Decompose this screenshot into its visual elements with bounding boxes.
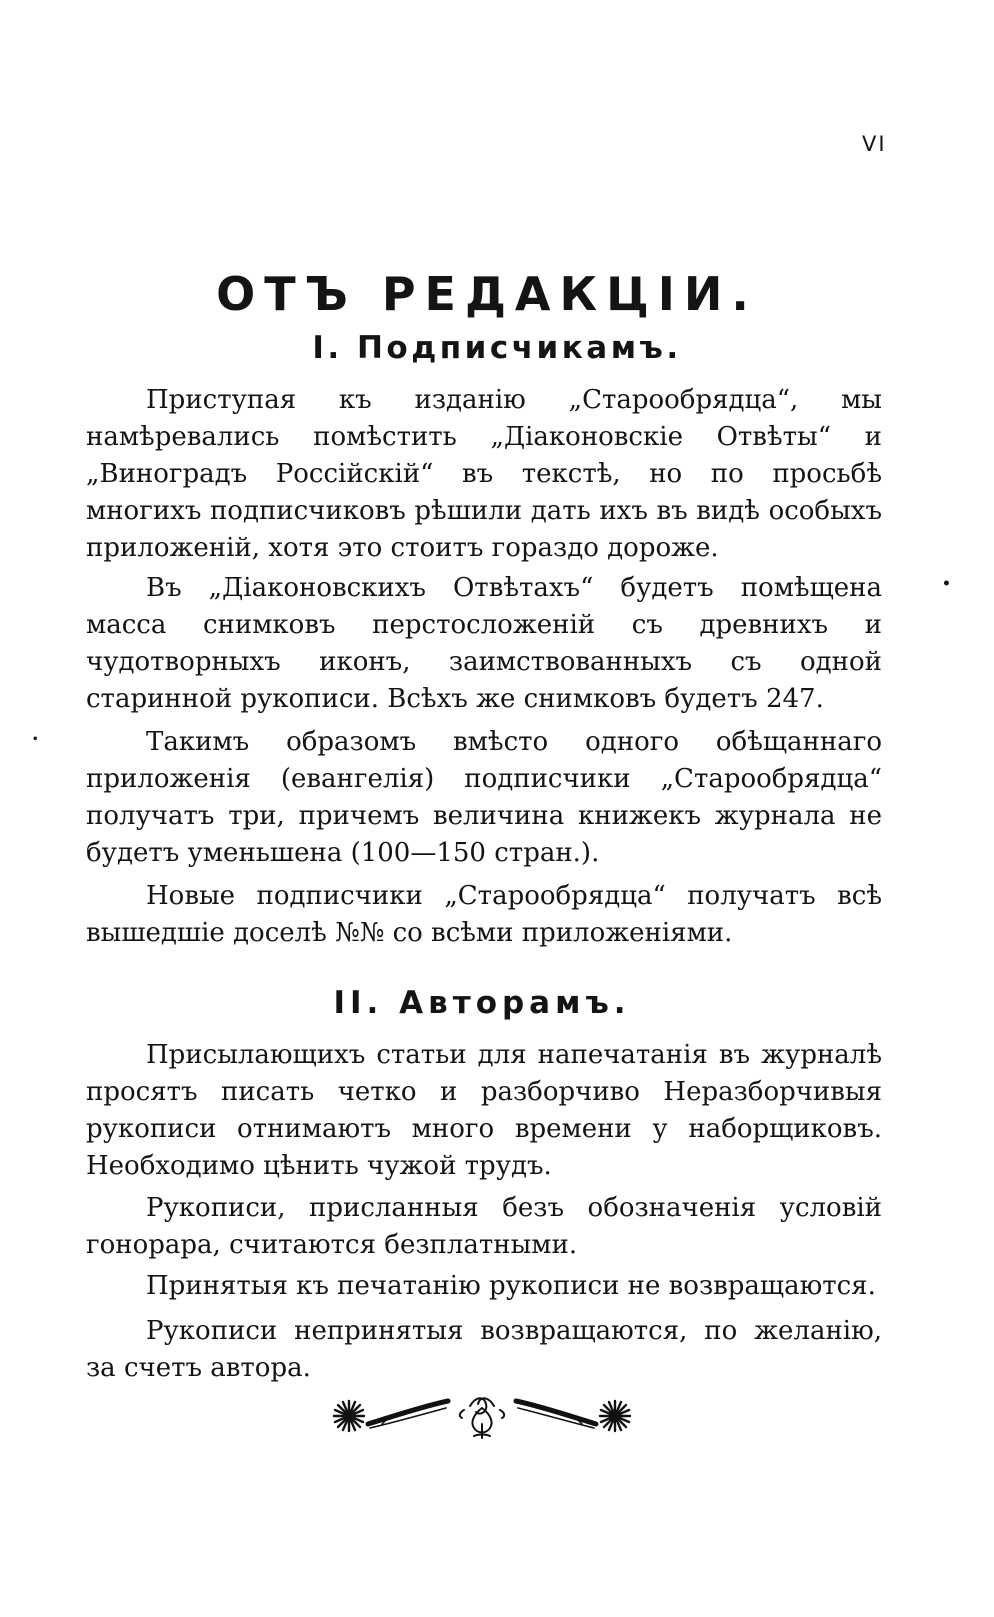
margin-dot: • [942,576,951,592]
paragraph: Такимъ образомъ вмѣсто одного обѣщаннаго приложенія (евангелія) подписчики „Старообрядца“ получатъ три, причемъ величина книжекъ журнала не будетъ уменьшена (100—150 стран.). [86,727,882,868]
page-number: VI [862,132,887,156]
page-title: ОТЪ РЕДАКЦІИ. [216,266,758,321]
swash-right-icon [516,1401,596,1428]
paragraph: Принятыя къ печатанію рукописи не возвращаются. [146,1271,876,1301]
margin-dot: • [32,734,39,745]
paragraph: Въ „Діаконовскихъ Отвѣтахъ“ будетъ помѣщена масса снимковъ перстосложеній съ древнихъ и чудотворныхъ иконъ, заимствованныхъ съ одной старинной рукописи. Всѣхъ же снимковъ будетъ 247. [86,573,882,714]
fleuron-icon [460,1398,504,1438]
flower-right-icon [600,1401,630,1431]
paragraph: Новые подписчики „Старообрядца“ получатъ всѣ вышедшіе доселѣ №№ со всѣми приложеніями. [86,881,882,948]
ornament-divider [324,1388,640,1444]
flower-left-icon [334,1401,364,1431]
paragraph: Приступая къ изданію „Старообрядца“, мы намѣревались помѣстить „Діаконовскіе Отвѣты“ и „Виноградъ Россійскій“ въ текстѣ, но по просьбѣ многихъ подписчиковъ рѣшили дать ихъ въ видѣ особыхъ приложеній, хотя это стоитъ гораздо дороже. [86,385,882,563]
paragraph: Рукописи непринятыя возвращаются, по желанію, за счетъ автора. [86,1316,882,1383]
section-heading-authors: II. Авторамъ. [333,985,631,1021]
swash-left-icon [368,1401,448,1428]
section-heading-subscribers: I. Подписчикамъ. [312,330,682,366]
paragraph: Рукописи, присланныя безъ обозначенія условій гонорара, считаются безплатными. [86,1193,882,1260]
paragraph: Присылающихъ статьи для напечатанія въ журналѣ просятъ писать четко и разборчиво Неразборчивыя рукописи отнимаютъ много времени у наборщиковъ. Необходимо цѣнить чужой трудъ. [86,1040,882,1181]
